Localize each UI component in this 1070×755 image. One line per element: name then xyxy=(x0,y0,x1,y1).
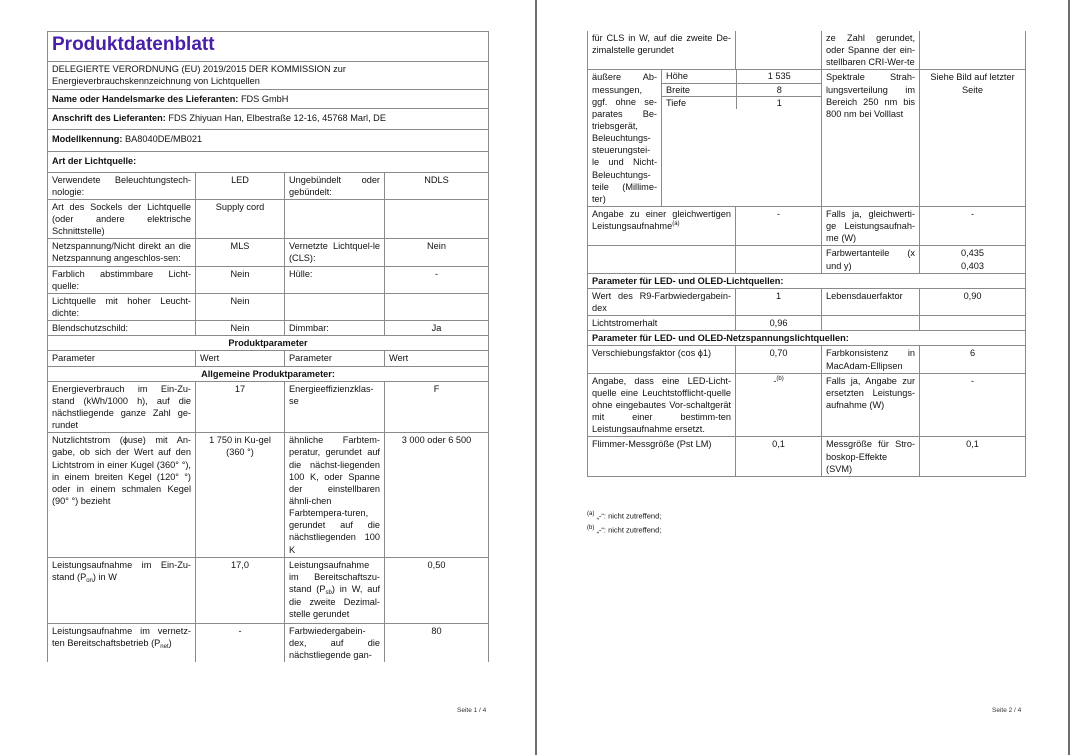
model-label: Modellkennung: xyxy=(52,134,123,145)
power-factor-value: 0,70 xyxy=(736,346,822,373)
depth-label: Tiefe xyxy=(666,97,687,108)
product-data-table-page-1 xyxy=(47,31,489,662)
on-mode-power-label xyxy=(48,557,196,623)
col-header-param: Parameter xyxy=(48,351,196,366)
high-luminance-value: Nein xyxy=(196,293,285,320)
led-params-header: Parameter für LED- und OLED-Lichtquellen: xyxy=(588,273,1026,288)
page-2 xyxy=(537,0,1070,755)
empty-cell xyxy=(588,246,736,273)
supplier-label: Name oder Handelsmarke des Lieferanten: xyxy=(52,94,239,105)
color-consistency-value: 6 xyxy=(920,346,1026,373)
spectral-distribution-label: Spektrale Strah-lungsverteilung im Bereich 250 nm bis 800 nm bei Volllast xyxy=(822,70,920,207)
replaced-power-label: Falls ja, Angabe zur ersetzten Leistungs-aufnahme (W) xyxy=(822,373,920,437)
footnote-a-mark: (a) xyxy=(587,511,595,517)
envelope-value: - xyxy=(385,266,489,293)
mains-value: MLS xyxy=(196,239,285,266)
model-value: BA8040DE/MB021 xyxy=(125,134,203,145)
socket-value: Supply cord xyxy=(196,199,285,238)
standby-power-subscript: sb xyxy=(325,590,332,596)
efficiency-class-label: Energieeffizienzklas-se xyxy=(285,381,385,433)
standby-power-label xyxy=(285,557,385,623)
equivalent-power-w-label: Falls ja, gleichwerti-ge Leistungsaufnah-me (W) xyxy=(822,206,920,245)
product-data-table-page-2 xyxy=(587,31,1026,477)
replacement-claim-dash: - xyxy=(773,375,777,386)
regulation-text: DELEGIERTE VERORDNUNG (EU) 2019/2015 DER KOMMISSION zur Energieverbrauchskennzeichnung von Lichtquellen xyxy=(48,61,489,89)
footnote-ref-b: (b) xyxy=(776,375,784,382)
chromaticity-value xyxy=(920,246,1026,273)
address-row xyxy=(48,109,489,130)
empty-cell xyxy=(285,293,385,320)
cls-power-continued: für CLS in W, auf die zweite De-zimalstelle gerundet xyxy=(588,31,736,70)
energy-consumption-value: 17 xyxy=(196,381,285,433)
dimensions-label: äußere Ab-messungen, ggf. ohne se-parates Be-triebsgerät, Beleuchtungs-steuerungstei-le und Nicht-Beleuchtungs-teile (Millime-ter) xyxy=(588,70,662,207)
on-mode-power-subscript: on xyxy=(86,577,93,584)
light-source-type-header: Art der Lichtquelle: xyxy=(48,151,489,172)
height-label: Höhe xyxy=(662,70,736,83)
chromaticity-label: Farbwertanteile (x und y) xyxy=(822,246,920,273)
sheet-title: Produktdatenblatt xyxy=(48,32,489,62)
empty-cell xyxy=(920,31,1026,70)
efficiency-class-value: F xyxy=(385,381,489,433)
footnote-a-text: „-“: nicht zutreffend; xyxy=(596,511,662,521)
equivalent-power-label xyxy=(588,206,736,245)
power-factor-label: Verschiebungsfaktor (cos ϕ1) xyxy=(588,346,736,373)
cls-value: Nein xyxy=(385,239,489,266)
networked-standby-text: Leistungsaufnahme im vernetz-ten Bereitschaftsbetrieb (P xyxy=(52,625,191,648)
empty-cell xyxy=(736,246,822,273)
luminous-flux-label: Nutzlichtstrom (ɸuse) mit An-gabe, ob sich der Wert auf den Lichtstrom in einer Kugel (360° °), in einem breiten Kegel (120° °) oder in einem schmalen Kegel (90° °) bezieht xyxy=(48,433,196,557)
color-temperature-label: ähnliche Farbtem-peratur, gerundet auf die nächst-liegenden 100 K, oder Spanne der einstellbaren ähnli-chen Farbtempera-turen, gerundet auf die nächstliegenden 100 K xyxy=(285,433,385,557)
bundled-value: NDLS xyxy=(385,172,489,199)
bundled-label: Ungebündelt oder gebündelt: xyxy=(285,172,385,199)
width-value: 8 xyxy=(736,83,822,96)
cri-label: Farbwiedergabein-dex, auf die nächstliegende gan- xyxy=(285,623,385,662)
address-label: Anschrift des Lieferanten: xyxy=(52,113,166,124)
depth-value: 1 xyxy=(736,96,822,109)
envelope-label: Hülle: xyxy=(285,266,385,293)
on-mode-power-unit: ) in W xyxy=(92,571,117,582)
stroboscopic-value: 0,1 xyxy=(920,437,1026,476)
energy-consumption-label: Energieverbrauch im Ein-Zu-stand (kWh/1000 h), auf die nächstliegende ganze Zahl ge-rundet xyxy=(48,381,196,433)
empty-cell xyxy=(822,316,920,331)
footnote-b-text: „-“: nicht zutreffend; xyxy=(596,525,662,535)
lifetime-factor-label: Lebensdauerfaktor xyxy=(822,288,920,315)
footnote-ref-a: (a) xyxy=(672,221,680,228)
supplier-value: FDS GmbH xyxy=(240,94,289,105)
width-label: Breite xyxy=(662,83,736,96)
on-mode-power-value: 17,0 xyxy=(196,557,285,623)
col-header-value-2: Wert xyxy=(385,351,489,366)
general-params-header: Allgemeine Produktparameter: xyxy=(48,366,489,381)
equivalent-power-text: Angabe zu einer gleichwertigen Leistungsaufnahme xyxy=(592,208,732,232)
color-consistency-label: Farbkonsistenz in MacAdam-Ellipsen xyxy=(822,346,920,373)
lifetime-factor-value: 0,90 xyxy=(920,288,1026,315)
page-number-2: Seite 2 / 4 xyxy=(992,707,1022,714)
spectral-distribution-value: Siehe Bild auf letzter Seite xyxy=(920,70,1026,207)
cri-continued: ze Zahl gerundet, oder Spanne der ein-stellbaren CRI-Wer-te xyxy=(822,31,920,70)
dimensions-cell xyxy=(662,70,822,207)
equivalent-power-w-value: - xyxy=(920,206,1026,245)
standby-power-unit: ) in W, auf die zweite Dezimal-stelle gerundet xyxy=(289,584,381,620)
cri-value: 80 xyxy=(385,623,489,662)
empty-cell xyxy=(385,293,489,320)
empty-cell xyxy=(385,199,489,238)
replacement-claim-value xyxy=(736,373,822,437)
mains-label: Netzspannung/Nicht direkt an die Netzspannung angeschlos-sen: xyxy=(48,239,196,266)
footnote-a xyxy=(587,511,661,521)
cls-label: Vernetzte Lichtquel-le (CLS): xyxy=(285,239,385,266)
flicker-label: Flimmer-Messgröße (Pst LM) xyxy=(588,437,736,476)
empty-cell xyxy=(736,31,822,70)
replaced-power-value: - xyxy=(920,373,1026,437)
empty-cell xyxy=(920,316,1026,331)
glare-label: Blendschutzschild: xyxy=(48,321,196,336)
footnote-b-mark: (b) xyxy=(587,525,595,531)
socket-label: Art des Sockels der Lichtquelle (oder andere elektrische Schnittstelle) xyxy=(48,199,196,238)
color-tunable-value: Nein xyxy=(196,266,285,293)
standby-power-text: Leistungsaufnahme im Bereitschaftszu-stand (P xyxy=(289,559,380,594)
col-header-param-2: Parameter xyxy=(285,351,385,366)
empty-cell xyxy=(285,199,385,238)
replacement-claim-label: Angabe, dass eine LED-Licht-quelle eine Leuchtstofflicht-quelle ohne eingebautes Vor-schaltgerät mit einer bestimm-ten Leistungsaufnahme ersetzt. xyxy=(588,373,736,437)
page-number-1: Seite 1 / 4 xyxy=(457,707,487,714)
height-value: 1 535 xyxy=(736,70,822,83)
product-params-header: Produktparameter xyxy=(48,336,489,351)
model-row xyxy=(48,130,489,151)
dimmable-label: Dimmbar: xyxy=(285,321,385,336)
address-value: FDS Zhiyuan Han, Elbestraße 12-16, 45768 Marl, DE xyxy=(168,113,386,124)
dimensions-table xyxy=(662,70,822,108)
chromaticity-y: 0,403 xyxy=(961,260,985,271)
networked-standby-unit: ) xyxy=(168,637,172,648)
technology-label: Verwendete Beleuchtungstech-nologie: xyxy=(48,172,196,199)
high-luminance-label: Lichtquelle mit hoher Leucht-dichte: xyxy=(48,293,196,320)
on-mode-power-text: Leistungsaufnahme im Ein-Zu-stand (P xyxy=(52,559,191,582)
glare-value: Nein xyxy=(196,321,285,336)
flicker-value: 0,1 xyxy=(736,437,822,476)
led-mains-params-header: Parameter für LED- und OLED-Netzspannungslichtquellen: xyxy=(588,331,1026,346)
networked-standby-label xyxy=(48,623,196,662)
r9-label: Wert des R9-Farbwiedergabein-dex xyxy=(588,288,736,315)
color-tunable-label: Farblich abstimmbare Licht-quelle: xyxy=(48,266,196,293)
equivalent-power-value: - xyxy=(736,206,822,245)
networked-standby-value: - xyxy=(196,623,285,662)
networked-standby-subscript: net xyxy=(160,643,169,650)
footnote-b xyxy=(587,525,661,535)
lumen-maintenance-value: 0,96 xyxy=(736,316,822,331)
stroboscopic-label: Messgröße für Stro-boskop-Effekte (SVM) xyxy=(822,437,920,476)
standby-power-value: 0,50 xyxy=(385,557,489,623)
technology-value: LED xyxy=(196,172,285,199)
chromaticity-x: 0,435 xyxy=(961,248,985,259)
color-temperature-value: 3 000 oder 6 500 xyxy=(385,433,489,557)
luminous-flux-value: 1 750 in Ku-gel (360 °) xyxy=(196,433,285,557)
r9-value: 1 xyxy=(736,288,822,315)
supplier-row xyxy=(48,90,489,109)
lumen-maintenance-label: Lichtstromerhalt xyxy=(588,316,736,331)
dimmable-value: Ja xyxy=(385,321,489,336)
col-header-value: Wert xyxy=(196,351,285,366)
